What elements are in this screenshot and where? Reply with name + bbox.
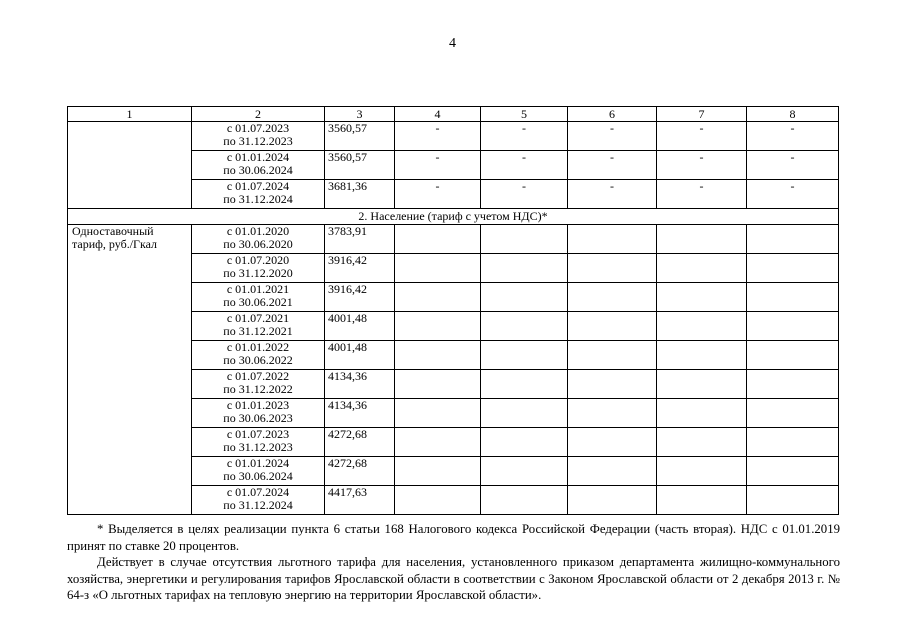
table-row [68,225,839,254]
period-end: по 30.06.2024 [223,469,293,483]
dash-cell: - [747,180,839,209]
period-end: по 31.12.2024 [223,192,293,206]
period-cell [192,457,325,486]
dash-cell: - [481,180,568,209]
empty-cell [747,283,839,312]
period-start: с 01.01.2021 [226,282,290,296]
empty-cell [657,225,747,254]
period-cell [192,399,325,428]
period-start: с 01.07.2024 [226,179,290,193]
dash-cell: - [747,122,839,151]
tariff-value: 3560,57 [325,122,395,151]
empty-cell [568,312,657,341]
period-end: по 31.12.2020 [223,266,293,280]
section-row [68,209,839,225]
column-header: 3 [325,107,395,122]
empty-cell [395,283,481,312]
period-cell [192,428,325,457]
empty-cell [395,341,481,370]
empty-cell [747,370,839,399]
column-header: 5 [481,107,568,122]
tariff-value: 4272,68 [325,457,395,486]
empty-cell [747,486,839,515]
tariff-value: 3916,42 [325,254,395,283]
table-row [68,122,839,151]
empty-cell [481,457,568,486]
empty-cell [395,399,481,428]
tariff-value: 4134,36 [325,370,395,399]
empty-cell [481,486,568,515]
empty-cell [568,254,657,283]
empty-cell [657,283,747,312]
empty-cell [481,225,568,254]
column-header: 2 [192,107,325,122]
empty-cell [657,486,747,515]
empty-cell [747,312,839,341]
footnote-validity: Действует в случае отсутствия льготного тарифа для населения, установленного приказом департамента жилищно-коммунального хозяйства, энергетики и регулирования тарифов Ярославской области в соответствии с Законом Ярославской области от 2 декабря 2013 г. № 64-з «О льготных тарифах на тепловую энергию на территории Ярославской области». [67,555,840,602]
footnote-vat: * Выделяется в целях реализации пункта 6 статьи 168 Налогового кодекса Российской Федерации (часть вторая). НДС с 01.01.2019 принят по ставке 20 процентов. [67,522,840,553]
tariff-value: 3560,57 [325,151,395,180]
empty-label-cell [68,122,192,209]
period-start: с 01.01.2023 [226,398,290,412]
column-header: 6 [568,107,657,122]
period-start: с 01.07.2021 [226,311,290,325]
empty-cell [657,370,747,399]
empty-cell [481,399,568,428]
tariff-table-body [68,107,839,515]
empty-cell [657,399,747,428]
empty-cell [657,254,747,283]
empty-cell [657,457,747,486]
period-end: по 31.12.2023 [223,440,293,454]
period-cell [192,225,325,254]
period-start: с 01.01.2024 [226,456,290,470]
empty-cell [568,399,657,428]
empty-cell [568,341,657,370]
period-start: с 01.01.2022 [226,340,290,354]
tariff-value: 4272,68 [325,428,395,457]
period-cell [192,151,325,180]
period-end: по 30.06.2023 [223,411,293,425]
dash-cell: - [481,122,568,151]
period-cell [192,254,325,283]
empty-cell [395,312,481,341]
column-header: 8 [747,107,839,122]
period-cell [192,341,325,370]
period-start: с 01.07.2024 [226,485,290,499]
period-start: с 01.07.2020 [226,253,290,267]
period-start: с 01.01.2020 [226,224,290,238]
dash-cell: - [657,122,747,151]
empty-cell [657,428,747,457]
period-start: с 01.07.2023 [226,121,290,135]
empty-cell [568,225,657,254]
tariff-table [67,106,839,515]
dash-cell: - [395,180,481,209]
dash-cell: - [657,151,747,180]
period-cell [192,122,325,151]
tariff-value: 4417,63 [325,486,395,515]
period-end: по 30.06.2020 [223,237,293,251]
period-start: с 01.01.2024 [226,150,290,164]
period-cell [192,312,325,341]
empty-cell [395,254,481,283]
tariff-value: 3681,36 [325,180,395,209]
empty-cell [747,254,839,283]
column-header: 7 [657,107,747,122]
period-end: по 30.06.2022 [223,353,293,367]
period-end: по 31.12.2021 [223,324,293,338]
empty-cell [395,225,481,254]
empty-cell [481,370,568,399]
tariff-value: 3916,42 [325,283,395,312]
empty-cell [395,370,481,399]
dash-cell: - [568,122,657,151]
period-start: с 01.07.2023 [226,427,290,441]
period-end: по 31.12.2024 [223,498,293,512]
dash-cell: - [747,151,839,180]
empty-cell [395,486,481,515]
dash-cell: - [481,151,568,180]
column-header: 4 [395,107,481,122]
dash-cell: - [568,151,657,180]
empty-cell [481,312,568,341]
column-header: 1 [68,107,192,122]
empty-cell [568,370,657,399]
tariff-type-label: Одноставочный тариф, руб./Гкал [68,225,192,515]
period-end: по 31.12.2022 [223,382,293,396]
tariff-value: 4001,48 [325,341,395,370]
empty-cell [481,341,568,370]
dash-cell: - [568,180,657,209]
header-row [68,107,839,122]
empty-cell [747,341,839,370]
period-cell [192,370,325,399]
empty-cell [747,399,839,428]
empty-cell [481,254,568,283]
section-title: 2. Население (тариф с учетом НДС)* [68,209,839,225]
empty-cell [747,457,839,486]
period-end: по 31.12.2023 [223,134,293,148]
empty-cell [568,283,657,312]
empty-cell [395,428,481,457]
period-cell [192,180,325,209]
dash-cell: - [657,180,747,209]
period-start: с 01.07.2022 [226,369,290,383]
page-number: 4 [449,36,456,51]
empty-cell [657,341,747,370]
empty-cell [481,428,568,457]
dash-cell: - [395,151,481,180]
dash-cell: - [395,122,481,151]
empty-cell [568,486,657,515]
empty-cell [568,457,657,486]
footnotes [67,521,840,604]
period-cell [192,283,325,312]
tariff-value: 4001,48 [325,312,395,341]
period-cell [192,486,325,515]
period-end: по 30.06.2021 [223,295,293,309]
empty-cell [747,428,839,457]
tariff-value: 3783,91 [325,225,395,254]
period-end: по 30.06.2024 [223,163,293,177]
empty-cell [657,312,747,341]
empty-cell [568,428,657,457]
empty-cell [747,225,839,254]
empty-cell [481,283,568,312]
tariff-value: 4134,36 [325,399,395,428]
empty-cell [395,457,481,486]
